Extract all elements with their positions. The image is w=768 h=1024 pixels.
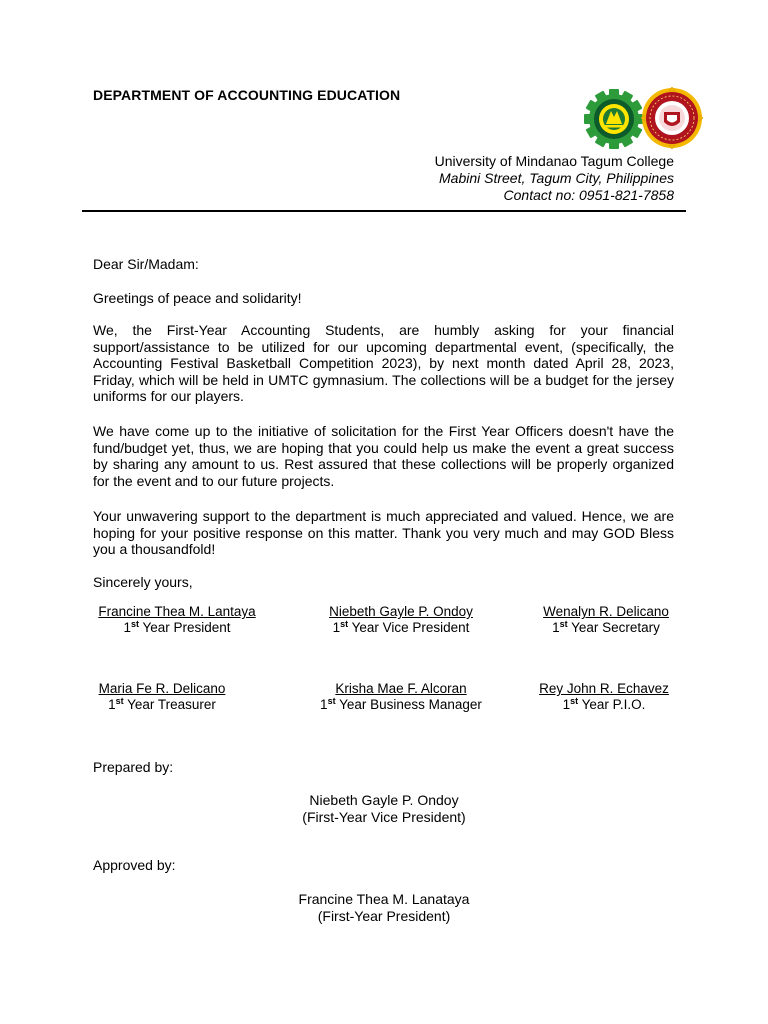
paragraph-text: We have come up to the initiative of solicitation for the First Year Officers doesn't have the fund/budget yet, thus, we are hoping that you could help us make the event a great success by sharing any amount to us. Rest assured that these collections will be properly organized for the event and to our future projects.	[93, 423, 674, 489]
ordinal: 1	[562, 697, 571, 712]
signatory	[306, 681, 496, 713]
signatory-name: Krisha Mae F. Alcoran	[335, 681, 467, 696]
signatory-name: Maria Fe R. Delicano	[98, 681, 226, 696]
body-paragraph-3	[93, 508, 674, 558]
ordinal-suffix: st	[559, 619, 568, 629]
header-divider	[82, 210, 686, 212]
signatory-role	[92, 697, 232, 713]
ordinal: 1	[123, 620, 131, 635]
ordinal: 1	[108, 697, 116, 712]
signatory-role	[536, 620, 676, 636]
prepared-by-label: Prepared by:	[93, 759, 174, 775]
signatory-name: Niebeth Gayle P. Ondoy	[329, 604, 473, 619]
ordinal-suffix: st	[115, 696, 124, 706]
closing: Sincerely yours,	[93, 574, 193, 590]
logo-group	[583, 87, 703, 151]
body-paragraph-2	[93, 423, 674, 489]
ordinal: 1	[332, 620, 341, 635]
logos-svg	[583, 87, 703, 151]
role-text: Year President	[138, 620, 231, 635]
salutation: Dear Sir/Madam:	[93, 256, 199, 272]
preparer-name: Niebeth Gayle P. Ondoy	[309, 792, 459, 808]
signatory	[318, 604, 484, 636]
signatory-role	[532, 697, 676, 713]
approved-by-block	[0, 891, 768, 924]
signatory	[532, 681, 676, 713]
institution-contact: Contact no: 0951-821-7858	[503, 187, 674, 203]
ordinal-suffix: st	[327, 696, 336, 706]
ordinal: 1	[552, 620, 560, 635]
signatory	[92, 681, 232, 713]
role-text: Year P.I.O.	[578, 697, 646, 712]
signatory-role	[92, 620, 262, 636]
ordinal-suffix: st	[340, 619, 349, 629]
signatory-name: Wenalyn R. Delicano	[543, 604, 669, 619]
signatory-role	[318, 620, 484, 636]
role-text: Year Vice President	[348, 620, 470, 635]
role-text: Year Secretary	[567, 620, 660, 635]
college-seal-logo-icon	[641, 87, 703, 149]
role-text: Year Treasurer	[123, 697, 216, 712]
paragraph-text: We, the First-Year Accounting Students, are humbly asking for your financial support/assistance to be utilized for our upcoming departmental event, (specifically, the Accounting Festival Basketball Competition 2023), by next month dated April 28, 2023, Friday, which will be held in UMTC gymnasium. The collections will be a budget for the jersey uniforms for our players.	[93, 322, 674, 405]
prepared-by-block	[0, 792, 768, 825]
ordinal-suffix: st	[130, 619, 139, 629]
paragraph-text: Your unwavering support to the department is much appreciated and valued. Hence, we are hoping for your positive response on this matter. Thank you very much and may GOD Bless you a thousandfold!	[93, 508, 674, 558]
signatory	[536, 604, 676, 636]
role-text: Year Business Manager	[335, 697, 482, 712]
gear-seal-logo-icon	[584, 89, 644, 149]
ordinal: 1	[320, 697, 328, 712]
approver-position: (First-Year President)	[317, 907, 451, 924]
signatory	[92, 604, 262, 636]
institution-address: Mabini Street, Tagum City, Philippines	[439, 170, 674, 186]
approver-name: Francine Thea M. Lanataya	[298, 891, 470, 907]
institution-block	[435, 153, 674, 204]
greeting: Greetings of peace and solidarity!	[93, 290, 302, 306]
ordinal-suffix: st	[570, 696, 579, 706]
signatory-name: Francine Thea M. Lantaya	[98, 604, 256, 619]
approved-by-label: Approved by:	[93, 857, 176, 873]
body-paragraph-1	[93, 322, 674, 405]
signatory-name: Rey John R. Echavez	[539, 681, 669, 696]
department-title: DEPARTMENT OF ACCOUNTING EDUCATION	[93, 87, 401, 103]
institution-name: University of Mindanao Tagum College	[434, 153, 674, 169]
preparer-position: (First-Year Vice President)	[302, 808, 466, 825]
signatory-role	[306, 697, 496, 713]
